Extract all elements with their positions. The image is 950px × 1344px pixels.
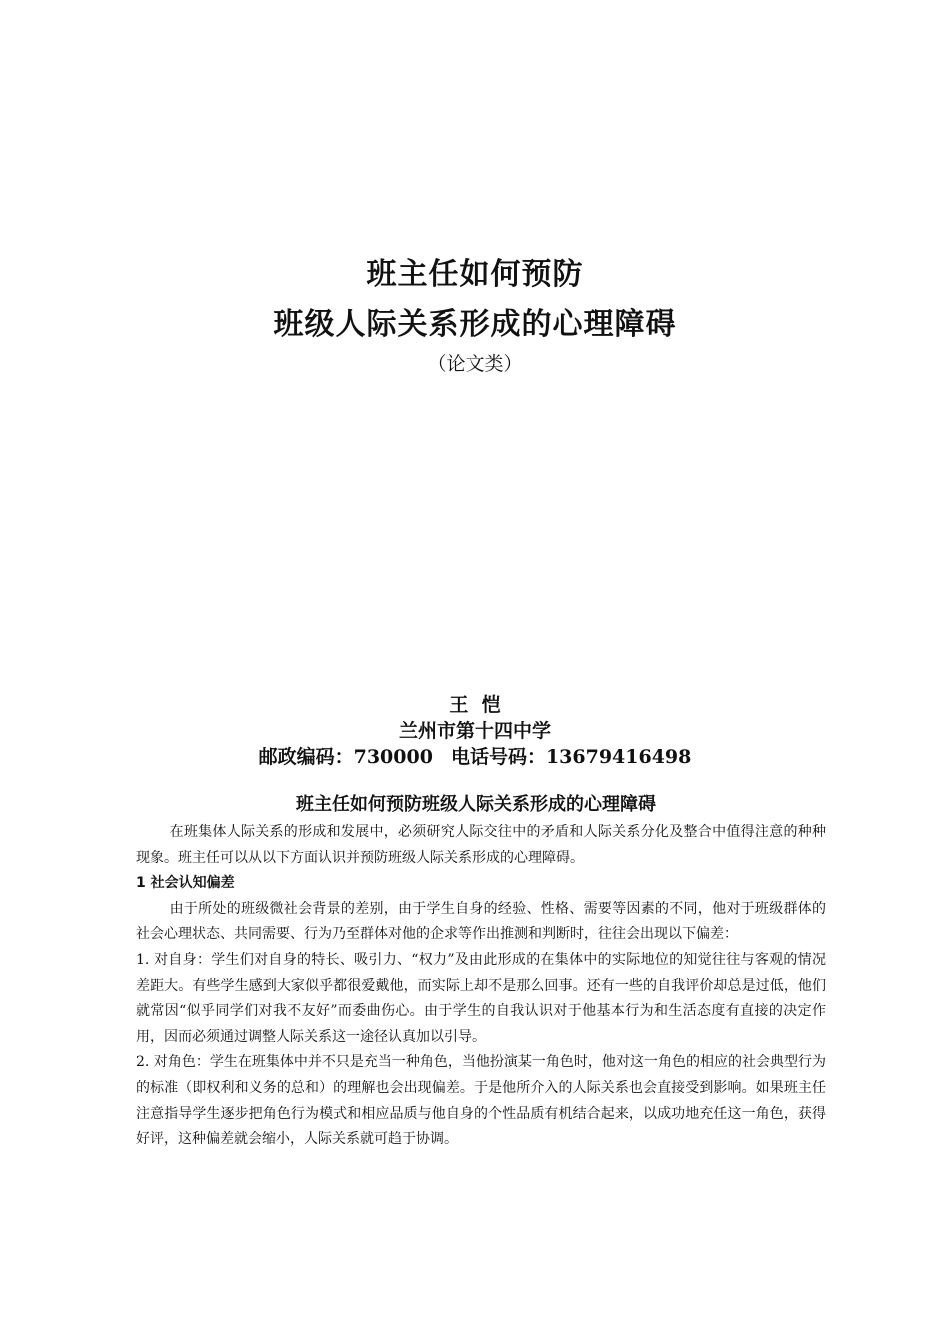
- postcode-label: 邮政编码：: [258, 746, 354, 768]
- postcode-value: 730000: [353, 746, 433, 768]
- intro-paragraph: 在班集体人际关系的形成和发展中，必须研究人际交往中的矛盾和人际关系分化及整合中值得注意的种种现象。班主任可以从以下方面认识并预防班级人际关系形成的心理障碍。: [136, 824, 826, 866]
- article-title: 班主任如何预防班级人际关系形成的心理障碍: [296, 794, 656, 815]
- cover-title-line1: 班主任如何预防: [366, 257, 584, 292]
- author-name: 王 恺: [449, 694, 501, 716]
- cover-category: （论文类）: [427, 353, 523, 375]
- cover-title-line2: 班级人际关系形成的心理障碍: [273, 307, 677, 342]
- contact-line: [0, 744, 950, 770]
- author-school: 兰州市第十四中学: [398, 720, 551, 742]
- article-body: [136, 790, 826, 1153]
- list-item-role: 2. 对角色：学生在班集体中并不只是充当一种角色，当他扮演某一角色时，他对这一角色的相应的社会典型行为的标准（即权利和义务的总和）的理解也会出现偏差。于是他所介入的人际关系也会直接受到影响。如果班主任注意指导学生逐步把角色行为模式和相应品质与他自身的个性品质有机结合起来，以成功地充任这一角色，获得好评，这种偏差就会缩小，人际关系就可趋于协调。: [136, 1054, 826, 1148]
- list-item-self: 1. 对自身：学生们对自身的特长、吸引力、“权力”及由此形成的在集体中的实际地位的知觉往往与客观的情况差距大。有些学生感到大家似乎都很爱戴他，而实际上却不是那么回事。还有一些的自我评价却总是过低，他们就常因“似乎同学们对我不友好”而委曲伤心。由于学生的自我认识对于他基本行为和生活态度有直接的决定作用，因而必须通过调整人际关系这一途径认真加以引导。: [136, 951, 826, 1045]
- phone-label: 电话号码：: [450, 746, 546, 768]
- cover-title-block: [0, 250, 950, 378]
- section-heading: 1 社会认知偏差: [136, 875, 235, 892]
- author-block: [0, 692, 950, 770]
- section-paragraph: 由于所处的班级微社会背景的差别，由于学生自身的经验、性格、需要等因素的不同，他对于班级群体的社会心理状态、共同需要、行为乃至群体对他的企求等作出推测和判断时，往往会出现以下偏差：: [136, 900, 826, 943]
- phone-value: 13679416498: [545, 746, 692, 768]
